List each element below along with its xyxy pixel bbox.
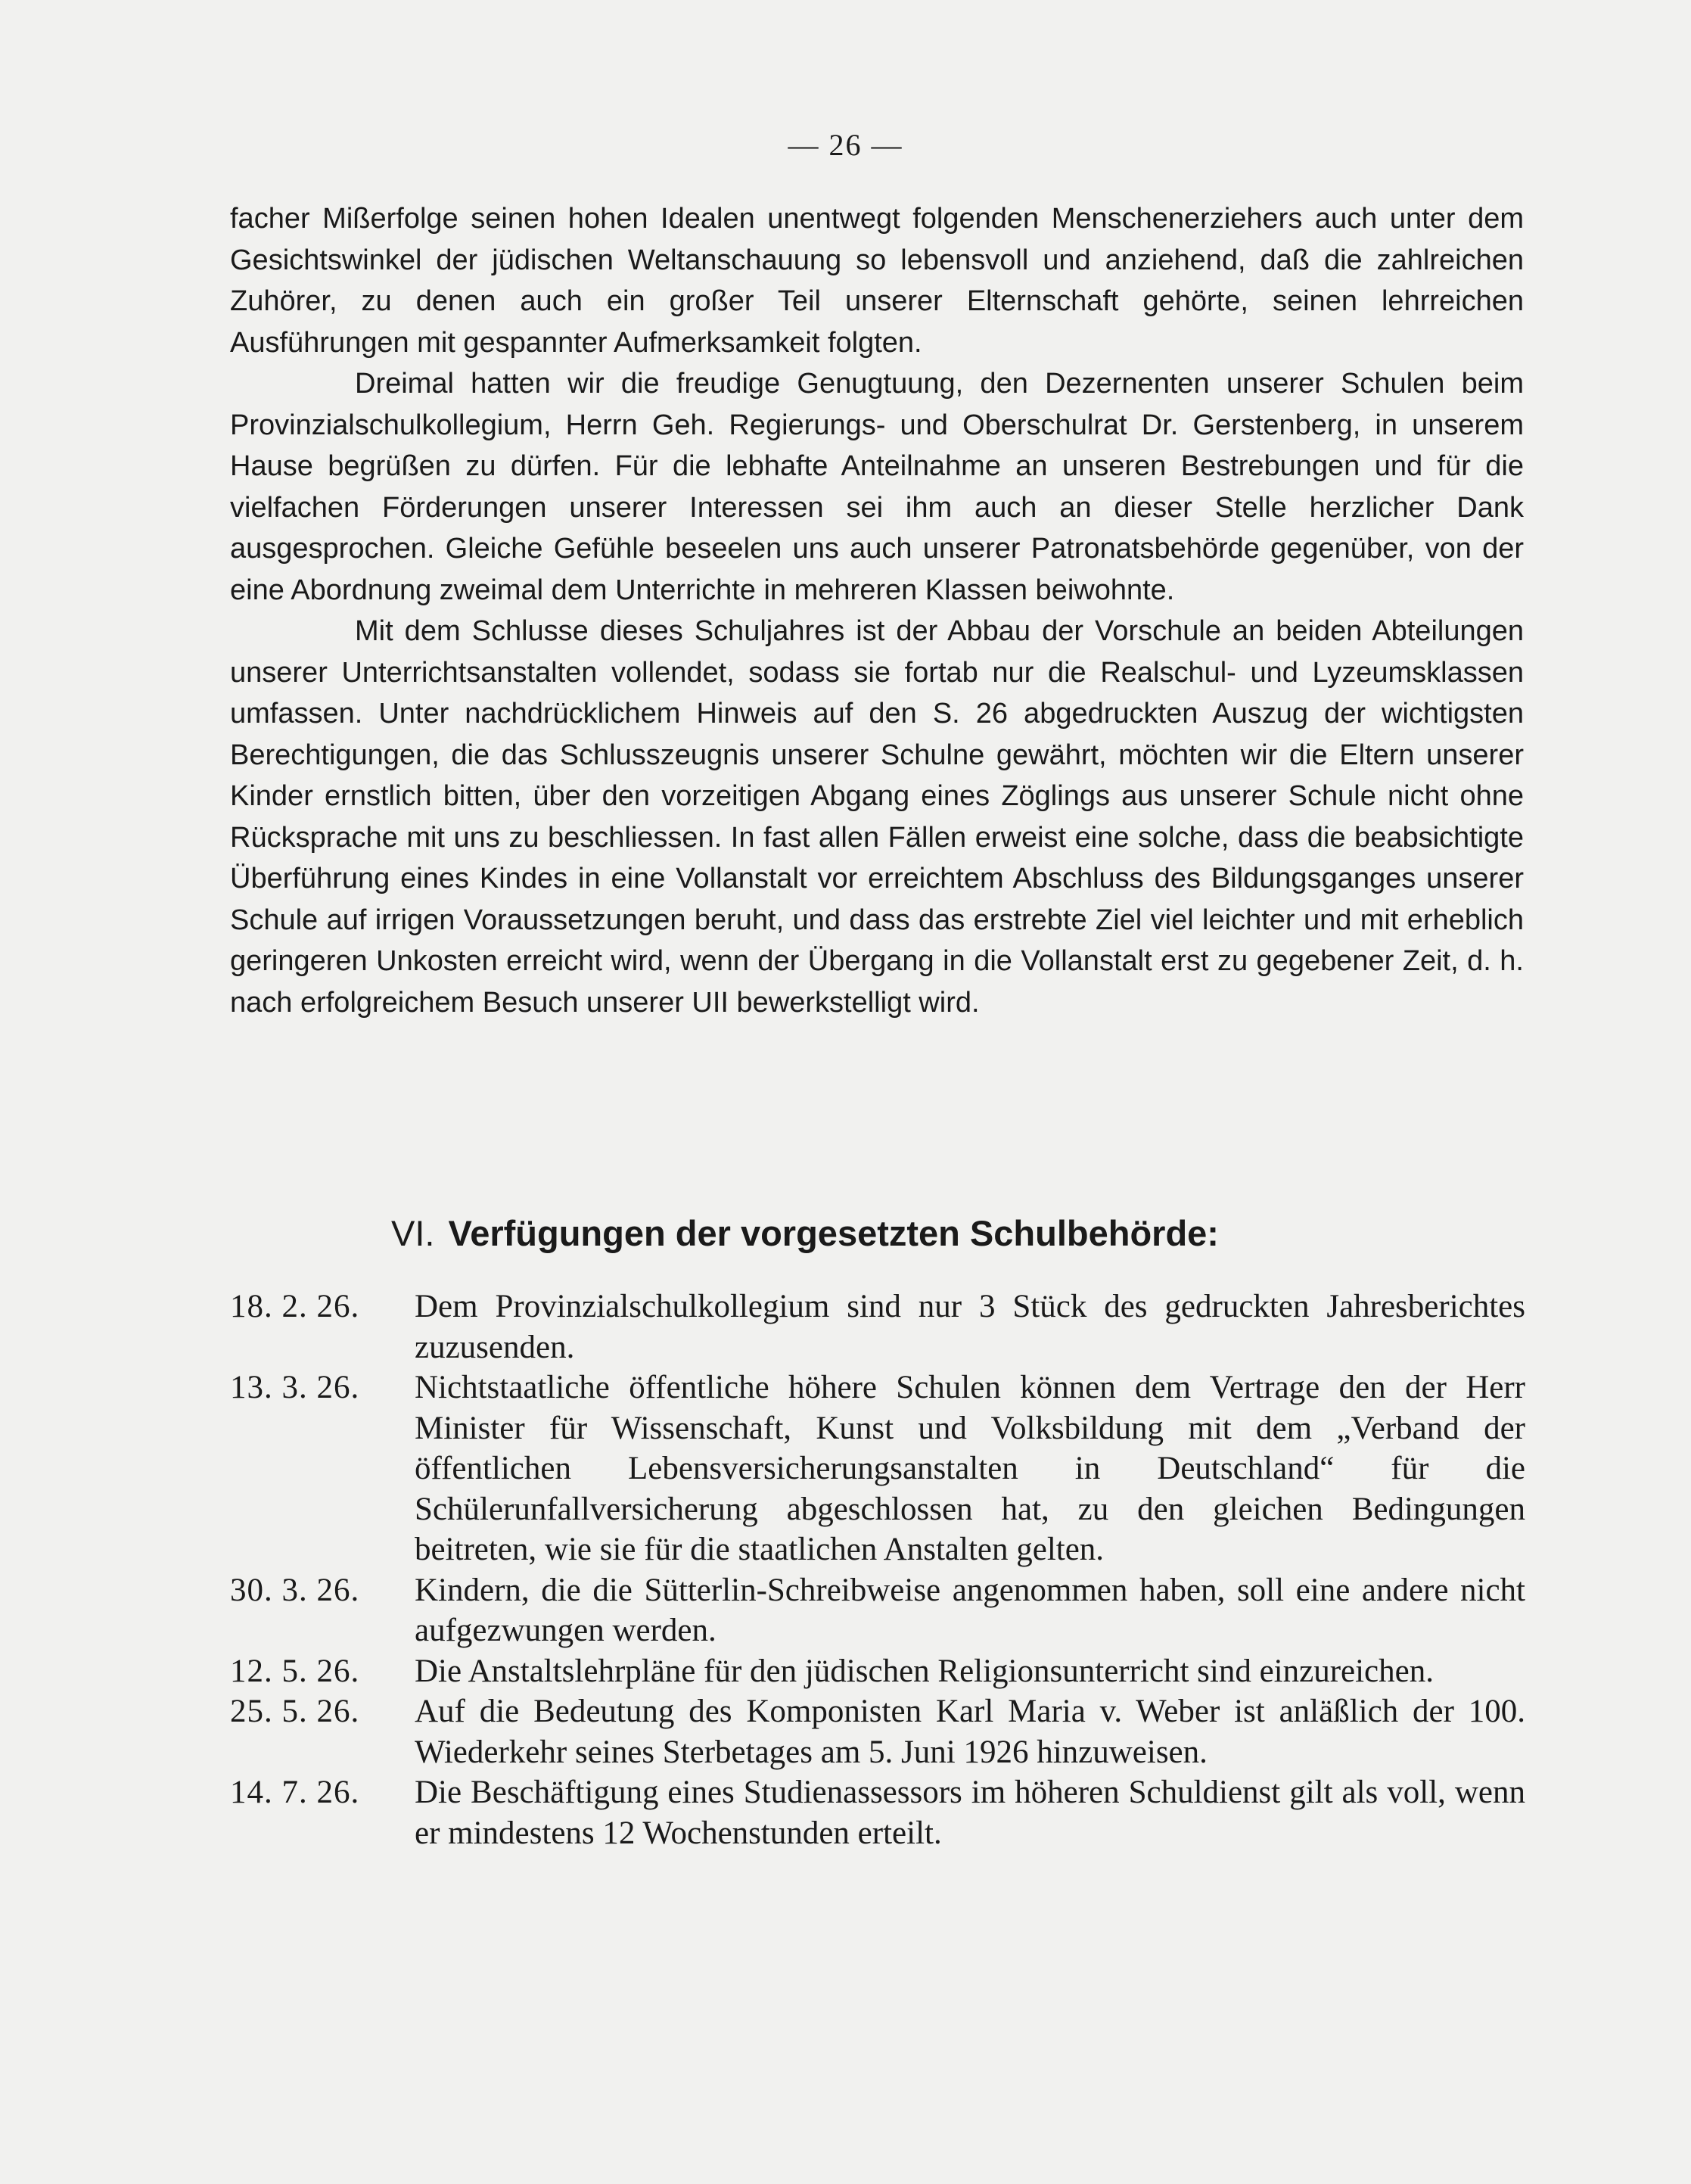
decree-date: 18. 2. 26.: [230, 1289, 360, 1324]
decree-entry: [230, 1772, 1525, 1853]
decree-text: Die Beschäftigung eines Studienassessors im höheren Schuldienst gilt als voll, wenn er mindestens 12 Wochenstunden erteilt.: [415, 1775, 1525, 1851]
decree-date: 12. 5. 26.: [230, 1653, 360, 1689]
page-number: — 26 —: [788, 128, 903, 162]
decree-text: Nichtstaatliche öffentliche höhere Schulen können dem Vertrage den der Herr Minister für Wissenschaft, Kunst und Volksbildung mit dem „Verband der öffentlichen Lebensversicherungsanstalten in Deutschland“ für die Schülerunfallversicherung abgeschlossen hat, zu den gleichen Bedingungen beitreten, wie sie für die staatlichen Anstalten gelten.: [415, 1370, 1525, 1567]
paragraph-continued: facher Mißerfolge seinen hohen Idealen unentwegt folgenden Menschenerziehers auch unter dem Gesichtswinkel der jüdischen Weltanschauung so lebensvoll und anziehend, daß die zahlreichen Zuhörer, zu denen auch ein großer Teil unserer Elternschaft gehörte, seinen lehrreichen Ausführungen mit gespannter Aufmerksamkeit folgten.: [230, 203, 1524, 359]
paragraph-vorschule-abbau: Mit dem Schlusse dieses Schuljahres ist der Abbau der Vorschule an beiden Abteilungen unserer Unterrichtsanstalten vollendet, sodass sie fortab nur die Realschul- und Lyzeumsklassen umfassen. Unter nachdrücklichem Hinweis auf den S. 26 abgedruckten Auszug der wichtigsten Berechtigungen, die das Schlusszeugnis unserer Schulne gewährt, möchten wir die Eltern unserer Kinder ernstlich bitten, über den vorzeitigen Abgang eines Zöglings aus unserer Schule nicht ohne Rücksprache mit uns zu beschliessen. In fast allen Fällen erweist eine solche, dass die beabsichtigte Überführung eines Kindes in eine Vollanstalt vor erreichtem Abschluss des Bildungsganges unserer Schule auf irrigen Voraussetzungen beruht, und dass das erstrebte Ziel viel leichter und mit erheblich geringeren Unkosten erreicht wird, wenn der Übergang in die Vollanstalt erst zu gegebener Zeit, d. h. nach erfolgreichem Besuch unserer UII bewerkstelligt wird.: [230, 615, 1524, 1019]
decree-date: 13. 3. 26.: [230, 1370, 360, 1405]
decree-text: Die Anstaltslehrpläne für den jüdischen Religionsunterricht sind einzureichen.: [415, 1653, 1434, 1689]
decree-entry: [230, 1570, 1525, 1651]
section-number: VI.: [391, 1213, 435, 1253]
decree-text: Kindern, die die Sütterlin-Schreibweise angenommen haben, soll eine andere nicht aufgezwungen werden.: [415, 1572, 1525, 1648]
decree-entry: [230, 1691, 1525, 1772]
decree-list: [230, 1286, 1525, 1853]
decree-date: 30. 3. 26.: [230, 1572, 360, 1608]
decree-date: 14. 7. 26.: [230, 1775, 360, 1810]
decree-entry: [230, 1651, 1525, 1692]
report-body: [230, 198, 1524, 1023]
section-heading: [391, 1212, 1541, 1254]
paragraph-dezernent-visit: Dreimal hatten wir die freudige Genugtuung, den Dezernenten unserer Schulen beim Provinzialschulkollegium, Herrn Geh. Regierungs- und Oberschulrat Dr. Gerstenberg, in unserem Hause begrüßen zu dürfen. Für die lebhafte Anteilnahme an unseren Bestrebungen und für die vielfachen Förderungen unserer Interessen sei ihm auch an dieser Stelle herzlicher Dank ausgesprochen. Gleiche Gefühle beseelen uns auch unserer Patronatsbehörde gegenüber, von der eine Abordnung zweimal dem Unterrichte in mehreren Klassen beiwohnte.: [230, 368, 1524, 606]
decree-date: 25. 5. 26.: [230, 1694, 360, 1729]
section-title: Verfügungen der vorgesetzten Schulbehörde:: [448, 1213, 1219, 1253]
decree-entry: [230, 1367, 1525, 1570]
decree-text: Dem Provinzialschulkollegium sind nur 3 Stück des gedruckten Jahresberichtes zuzusenden.: [415, 1289, 1525, 1365]
decree-text: Auf die Bedeutung des Komponisten Karl Maria v. Weber ist anläßlich der 100. Wiederkehr seines Sterbetages am 5. Juni 1926 hinzuweisen.: [415, 1694, 1525, 1770]
decree-entry: [230, 1286, 1525, 1367]
